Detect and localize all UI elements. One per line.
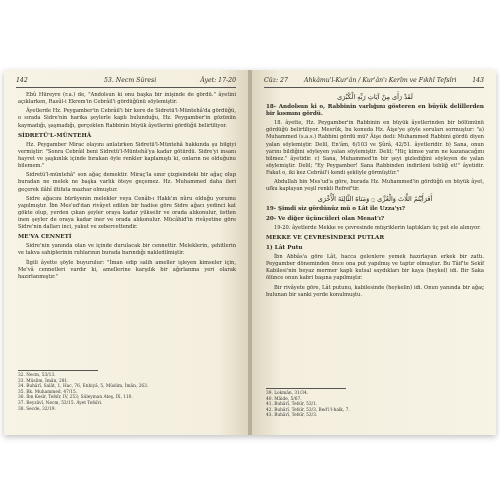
paragraph: 18. âyette, Hz. Peygamber'in Rabbinin en büyük âyetlerinden bir bölümünü gördüğü belirtiliyor. Mesrûk, bu konuda Hz. Âişe'ye şöyle soruları sormuştur: "a) Muhammed (s.a.s.) Rabbini gördü mü? Âişe dedi: Muhammed Rabbini gördü diyen yalan söylemiştir. Delil, En'âm, 6/103 ve Şûrâ, 42/51. âyetleridir. b) Sana, onun yarını bildiğini söyleyen yalan söylemiştir. Delil; "Hiç kimse yarın ne kazanacağını bilmez." âyetidir. c) Sana, Muhammed'in bir şeyi gizlediğini söyleyen de yalan söylemiştir. Delil; "Ey Peygamber! Sana Rabbinden indirileni tebliğ et!" âyetidir. Fakat o, iki kez Cebrâil'i kendi şekliyle görmüştür." <box>266 120 484 176</box>
paragraph: Sidretü'l-müntehâ" son ağaç demektir. Miraç'la sınır çizgisindeki bir ağaç olup buradan ne melek ne başka varlık öteye geçemez. Hz. Muhammed daha ileri geçerek ilâhî iltifata mazhar olmuştur. <box>18 172 236 193</box>
right-running-header <box>264 76 484 88</box>
footnote: 40. Mâide, 5/67. <box>266 396 302 402</box>
footnote: 41. Buhârî, Tefsîr, 53/1. <box>266 402 318 408</box>
heading-mekke-putlar: MEKKE VE ÇEVRESİNDEKİ PUTLAR <box>266 234 385 241</box>
paragraph: Sidre ağacını bürüyenin melekler veya Cenâb-ı Hakk'ın nûru olduğu yorumu yapılmıştır. İbn Mes'ud'dan rivâyet edilen bir hadise göre Sidre ağacı yedinci kat gökte olup, yerden çıkan şeyler oraya kadar yükselir ve orada alıkonulur, üstten inen şeyler de oraya kadar iner ve orada alıkonulur. Mücâhid'in rivâyetine göre Sidre'nin dalları inci, yakut ve zebercettendir. <box>18 195 236 231</box>
paragraph: 19-20. âyetlerde Mekke ve çevresinde müşriklerin taptıkları üç put ele alınıyor. <box>274 224 481 231</box>
page-number-right: 143 <box>472 77 484 84</box>
footnote: 35. Bk. Muhammed, 47/15. <box>18 389 78 395</box>
paragraph: İbn Abbâs'a göre Lât, hacca gelenlere yemek hazırlayan erkek bir zattı. Peygamber döneminden önce ona put yapılmış ve taptır olmuştur. Bu Tâif'te Sekîf Kabilesi'nin beyaz mermer kaplı kutsal saydıkları bir kaya (heykel) idi. Bir Saka ölünce onun kabri başına yapılmıştır. <box>266 254 484 282</box>
heading-sidretul-munteha: SİDRETÜ'L-MÜNTEHÂ <box>18 132 92 139</box>
surah-title: 53. Necm Sûresi <box>104 77 157 84</box>
footnote: 32. Necm, 53/13. <box>18 373 56 378</box>
footnote: 37. Beyzâvî, Necm, 53/15. Âyet Tefsîri. <box>18 400 103 406</box>
right-page <box>252 70 496 435</box>
footnote-rule <box>18 370 98 371</box>
footnote: 39. Lokmân, 31/34. <box>266 391 309 396</box>
footnote: 36. İbn Kesîr, Tefsîr, IV, 253; Süleyman Ateş, IX, 110. <box>18 395 133 401</box>
paragraph: İlgili âyette şöyle buyurulur: "İman edip salih ameller işleyen kimseler için, Me'vâ cennetleri vardır ki, amellerine karşılık bir ağırlanma yeri olarak hazırlanmıştır." <box>18 259 236 280</box>
juz-label: Cüz: 27 <box>264 77 288 84</box>
arabic-verse: أَفَرَأَيْتُمُ اللَّاتَ وَالْعُزَّى ۝ وَمَنَاةَ الثَّالِثَةَ الْأُخْرَى <box>317 194 433 203</box>
footnote: 33. Müslim, İmân, 281. <box>18 378 69 384</box>
paragraph: Abdullah bin Mes'ud'a göre, burada Hz. Muhammed'in gördüğü en büyük âyet, ufku kaplayan yeşil renkli Refref'tir. <box>266 179 484 193</box>
page-number-left: 142 <box>16 77 28 84</box>
book-title: Ahkâmu'l-Kur'ân / Kur'ân'ı Kerîm ve Fıkhî Tefsîri <box>304 77 457 84</box>
paragraph: Sidre'nin yanında olan ve içinde durulacak bir cennettir. Meleklerin, şehitlerin ve takva sahiplerinin ruhlarının burada barındığı nakledilmiştir. <box>18 243 236 257</box>
paragraph: Ebû Hüreyre (r.a.) de, "Andolsun ki onu başka bir inişinde de gördü." âyetini açıklarken, Rasûl-i Ekrem'in Cebrâil'i gördüğünü söylemiştir. <box>18 92 236 106</box>
footnote: 43. Buhârî, Tefsîr, 53/3. <box>266 413 318 419</box>
arabic-verse: لَقَدْ رَأَى مِنْ آيَاتِ رَبِّهِ الْكُبْرَى <box>337 93 413 101</box>
left-page <box>4 70 248 435</box>
verse-translation-18: 18- Andolsun ki o, Rabbinin varlığını gösteren en büyük delillerden bir kısmını gördü. <box>266 104 484 118</box>
footnote: 38. Secde, 32/19. <box>18 406 56 412</box>
left-footnotes <box>18 373 236 412</box>
open-book <box>4 70 496 435</box>
subheading-lat-putu: 1) Lât Putu <box>266 245 303 252</box>
verse-translation-19: 19- Şimdi siz gördünüz mü o Lât ile Uzza'yı? <box>266 205 406 212</box>
verse-range: Âyet: 17-20 <box>200 77 236 84</box>
footnote: 42. Buhârî, Tefsîr, 53/3, Bed'i'l-halk, 7. <box>266 407 350 413</box>
left-running-header <box>16 76 236 88</box>
right-body <box>266 92 484 301</box>
heading-meva-cenneti: ME'VA CENNETİ <box>18 234 72 241</box>
paragraph: Hz. Peygamber Mirac olayını anlatırken Sidretü'l-Müntehâ hakkında şu bilgiyi vermiştir: "Sonra Cebrâil beni Sidretü'l-Müntehâ'ya kadar götürdü. Sidre'yi insanı hayret ve şaşkınlık içinde bırakan öyle renkler kaplamıştı ki, onların ne olduğunu bilemem." <box>18 141 236 170</box>
paragraph: Âyetlerde Hz. Peygamber'in Cebrâil'i bir kere de Sidretü'l-Müntehâ'da gördüğü, o sırada Sidre'nin harika şeylerle kaplı bulunduğu, Hz. Peygamber'in gözünün kaymadığı, şaşmadığı, gerçekten Rabbinin büyük âyetlerini gördüğü belirtiliyor. <box>18 108 236 129</box>
footnote-rule <box>266 388 346 389</box>
verse-translation-20: 20- Ve diğer üçüncüleri olan Menat'ı? <box>266 215 385 222</box>
right-footnotes <box>266 391 484 419</box>
left-body <box>18 92 236 283</box>
footnote: 34. Buhârî, Salât, 1, Hac, 76, Enbiyâ, 5, Müslim, İmân, 263. <box>18 384 149 390</box>
paragraph: Bir rivâyete göre, Lât putunu, kabilesinde (heykelin) idi. Onun yanında bir ağaç bulunan bir sanki yerde konulmuştu. <box>266 284 484 298</box>
